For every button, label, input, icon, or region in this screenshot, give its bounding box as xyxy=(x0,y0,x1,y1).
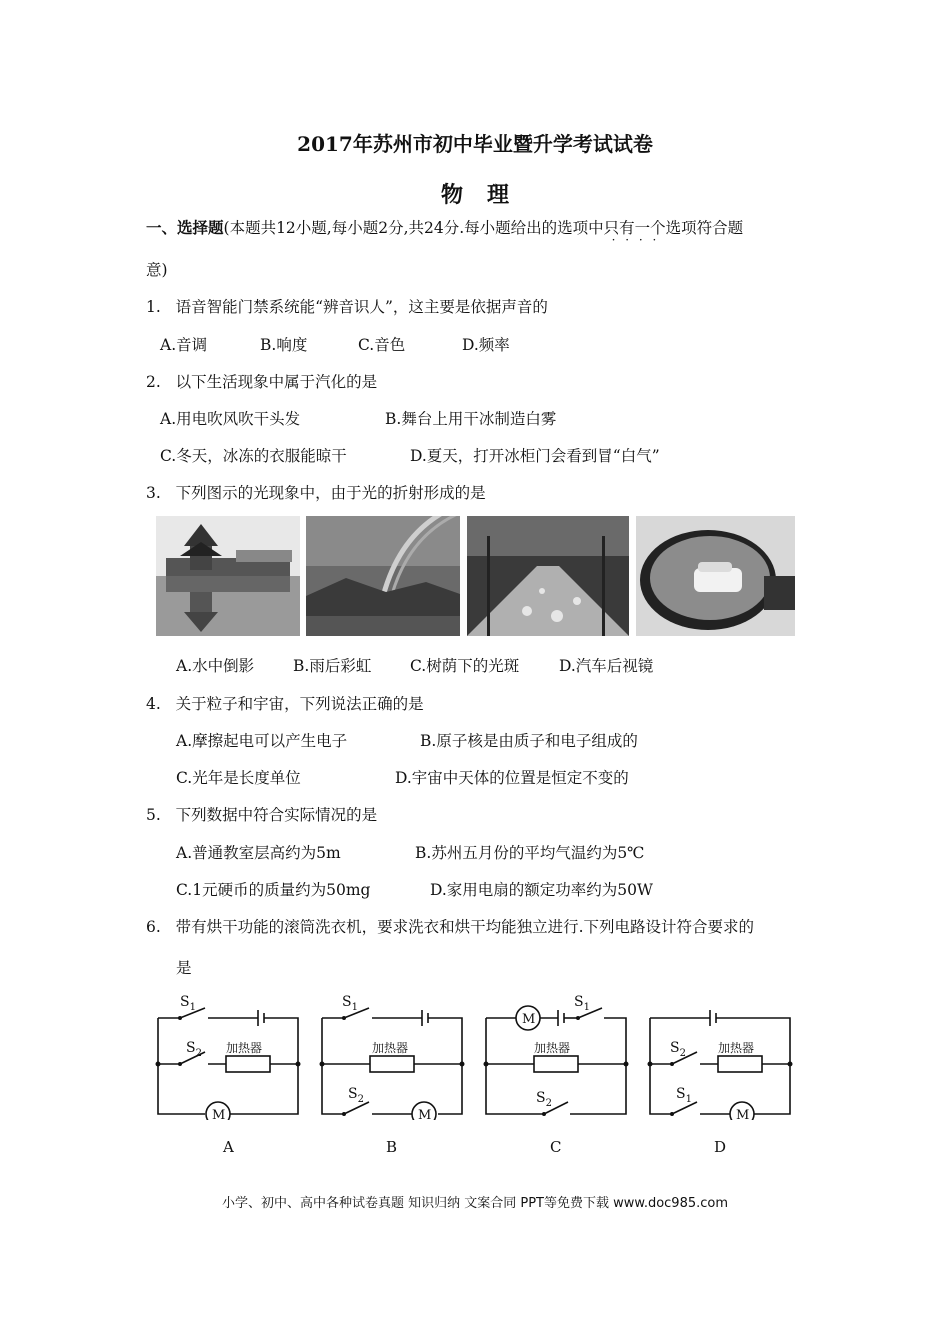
q1-option-c: C.音色 xyxy=(358,336,406,354)
circuit-label-d: D xyxy=(714,1138,727,1156)
q1-option-a: A.音调 xyxy=(160,336,208,354)
circuit-diagram-c xyxy=(478,990,638,1120)
q5-option-c: C.1元硬币的质量约为50mg xyxy=(176,881,371,899)
q5-text: 下列数据中符合实际情况的是 xyxy=(175,806,378,824)
circuit-label-c: C xyxy=(550,1138,562,1156)
photo-water-reflection xyxy=(156,516,300,636)
q5-option-a: A.普通教室层高约为5m xyxy=(176,844,341,862)
q4-number: 4. xyxy=(146,695,161,713)
q6-stem xyxy=(146,915,754,937)
svg-text:S1 xyxy=(342,994,358,1013)
photo-rainbow xyxy=(306,516,460,636)
q3-option-a: A.水中倒影 xyxy=(176,657,255,675)
q3-number: 3. xyxy=(146,484,161,502)
circuit-a-s2: S xyxy=(186,1040,196,1056)
q1-stem xyxy=(146,295,548,317)
q6-number: 6. xyxy=(146,918,161,936)
circuit-b-heater: 加热器 xyxy=(372,1041,409,1055)
svg-text:S2 xyxy=(348,1086,364,1105)
circuit-a-motor: M xyxy=(212,1108,226,1120)
circuit-a-heater: 加热器 xyxy=(226,1041,263,1055)
circuit-b-s2-sub: 2 xyxy=(357,1094,364,1105)
circuit-diagram-d xyxy=(642,990,802,1120)
q3-stem xyxy=(146,481,486,503)
q2-option-a: A.用电吹风吹干头发 xyxy=(160,410,301,428)
section-desc-c: 意) xyxy=(146,261,168,279)
circuit-b-s1: S xyxy=(342,994,352,1010)
circuit-d-heater: 加热器 xyxy=(718,1041,755,1055)
section-instructions xyxy=(146,216,743,238)
circuit-d-s2-sub: 2 xyxy=(679,1048,686,1059)
q4-option-b: B.原子核是由质子和电子组成的 xyxy=(420,732,638,750)
q4-option-c: C.光年是长度单位 xyxy=(176,769,301,787)
svg-text:S1 xyxy=(574,994,590,1013)
circuit-a-s1-sub: 1 xyxy=(189,1002,196,1013)
q4-stem xyxy=(146,692,424,714)
circuit-a-s2-sub: 2 xyxy=(195,1048,202,1059)
q6-text: 带有烘干功能的滚筒洗衣机，要求洗衣和烘干均能独立进行.下列电路设计符合要求的 xyxy=(175,918,755,936)
q4-option-a: A.摩擦起电可以产生电子 xyxy=(176,732,348,750)
circuit-label-a: A xyxy=(223,1138,234,1156)
circuit-d-s1-sub: 1 xyxy=(685,1094,692,1105)
section-heading: 一、选择题 xyxy=(146,218,224,237)
q2-option-c: C.冬天，冰冻的衣服能晾干 xyxy=(160,447,347,465)
circuit-diagram-b xyxy=(314,990,474,1120)
circuit-b-s1-sub: 1 xyxy=(351,1002,358,1013)
q5-stem xyxy=(146,803,377,825)
exam-title: 2017年苏州市初中毕业暨升学考试试卷 xyxy=(297,132,653,156)
circuit-diagram-a xyxy=(150,990,310,1120)
photo-tree-shadow xyxy=(467,516,629,636)
q3-option-d: D.汽车后视镜 xyxy=(559,657,654,675)
q5-option-d: D.家用电扇的额定功率约为50W xyxy=(430,881,653,899)
circuit-d-s1: S xyxy=(676,1086,686,1102)
q3-text: 下列图示的光现象中，由于光的折射形成的是 xyxy=(175,484,486,502)
section-desc-b: 选项符合题 xyxy=(665,219,744,237)
svg-text:S2 xyxy=(670,1040,686,1059)
circuit-label-b: B xyxy=(386,1138,398,1156)
circuit-a-s1: S xyxy=(180,994,190,1010)
circuit-d-motor: M xyxy=(736,1108,750,1120)
q3-option-b: B.雨后彩虹 xyxy=(293,657,372,675)
subject-title: 物理 xyxy=(440,182,533,208)
q1-number: 1. xyxy=(146,298,161,316)
circuit-c-s1: S xyxy=(574,994,584,1010)
q5-number: 5. xyxy=(146,806,161,824)
svg-text:S1 xyxy=(180,994,196,1013)
q1-option-d: D.频率 xyxy=(462,336,510,354)
q1-option-b: B.响度 xyxy=(260,336,308,354)
q4-option-d: D.宇宙中天体的位置是恒定不变的 xyxy=(395,769,629,787)
footer-text[interactable]: 小学、初中、高中各种试卷真题 知识归纳 文案合同 PPT等免费下载 www.doc985.com xyxy=(221,1196,729,1211)
svg-text:S2 xyxy=(536,1090,552,1109)
svg-text:S2 xyxy=(186,1040,202,1059)
circuit-b-s2: S xyxy=(348,1086,358,1102)
q1-text: 语音智能门禁系统能“辨音识人”，这主要是依据声音的 xyxy=(175,298,548,316)
q2-text: 以下生活现象中属于汽化的是 xyxy=(175,373,378,391)
q6-text-cont: 是 xyxy=(176,959,192,977)
photo-car-mirror xyxy=(636,516,795,636)
circuit-c-motor: M xyxy=(522,1012,536,1027)
q2-number: 2. xyxy=(146,373,161,391)
circuit-c-s1-sub: 1 xyxy=(583,1002,590,1013)
circuit-c-s2: S xyxy=(536,1090,546,1106)
q2-option-b: B.舞台上用干冰制造白雾 xyxy=(385,410,557,428)
circuit-b-motor: M xyxy=(418,1108,432,1120)
q2-stem xyxy=(146,370,377,392)
svg-text:S1 xyxy=(676,1086,692,1105)
circuit-c-heater: 加热器 xyxy=(534,1041,571,1055)
circuit-d-s2: S xyxy=(670,1040,680,1056)
section-desc-emphasis: 只有一个 · · · · xyxy=(604,219,666,237)
section-desc-a: (本题共12小题,每小题2分,共24分.每小题给出的选项中 xyxy=(223,219,604,237)
q4-text: 关于粒子和宇宙，下列说法正确的是 xyxy=(175,695,424,713)
q5-option-b: B.苏州五月份的平均气温约为5℃ xyxy=(415,844,645,862)
circuit-c-s2-sub: 2 xyxy=(545,1098,552,1109)
q2-option-d: D.夏天，打开冰柜门会看到冒“白气” xyxy=(410,447,660,465)
q3-option-c: C.树荫下的光斑 xyxy=(410,657,520,675)
